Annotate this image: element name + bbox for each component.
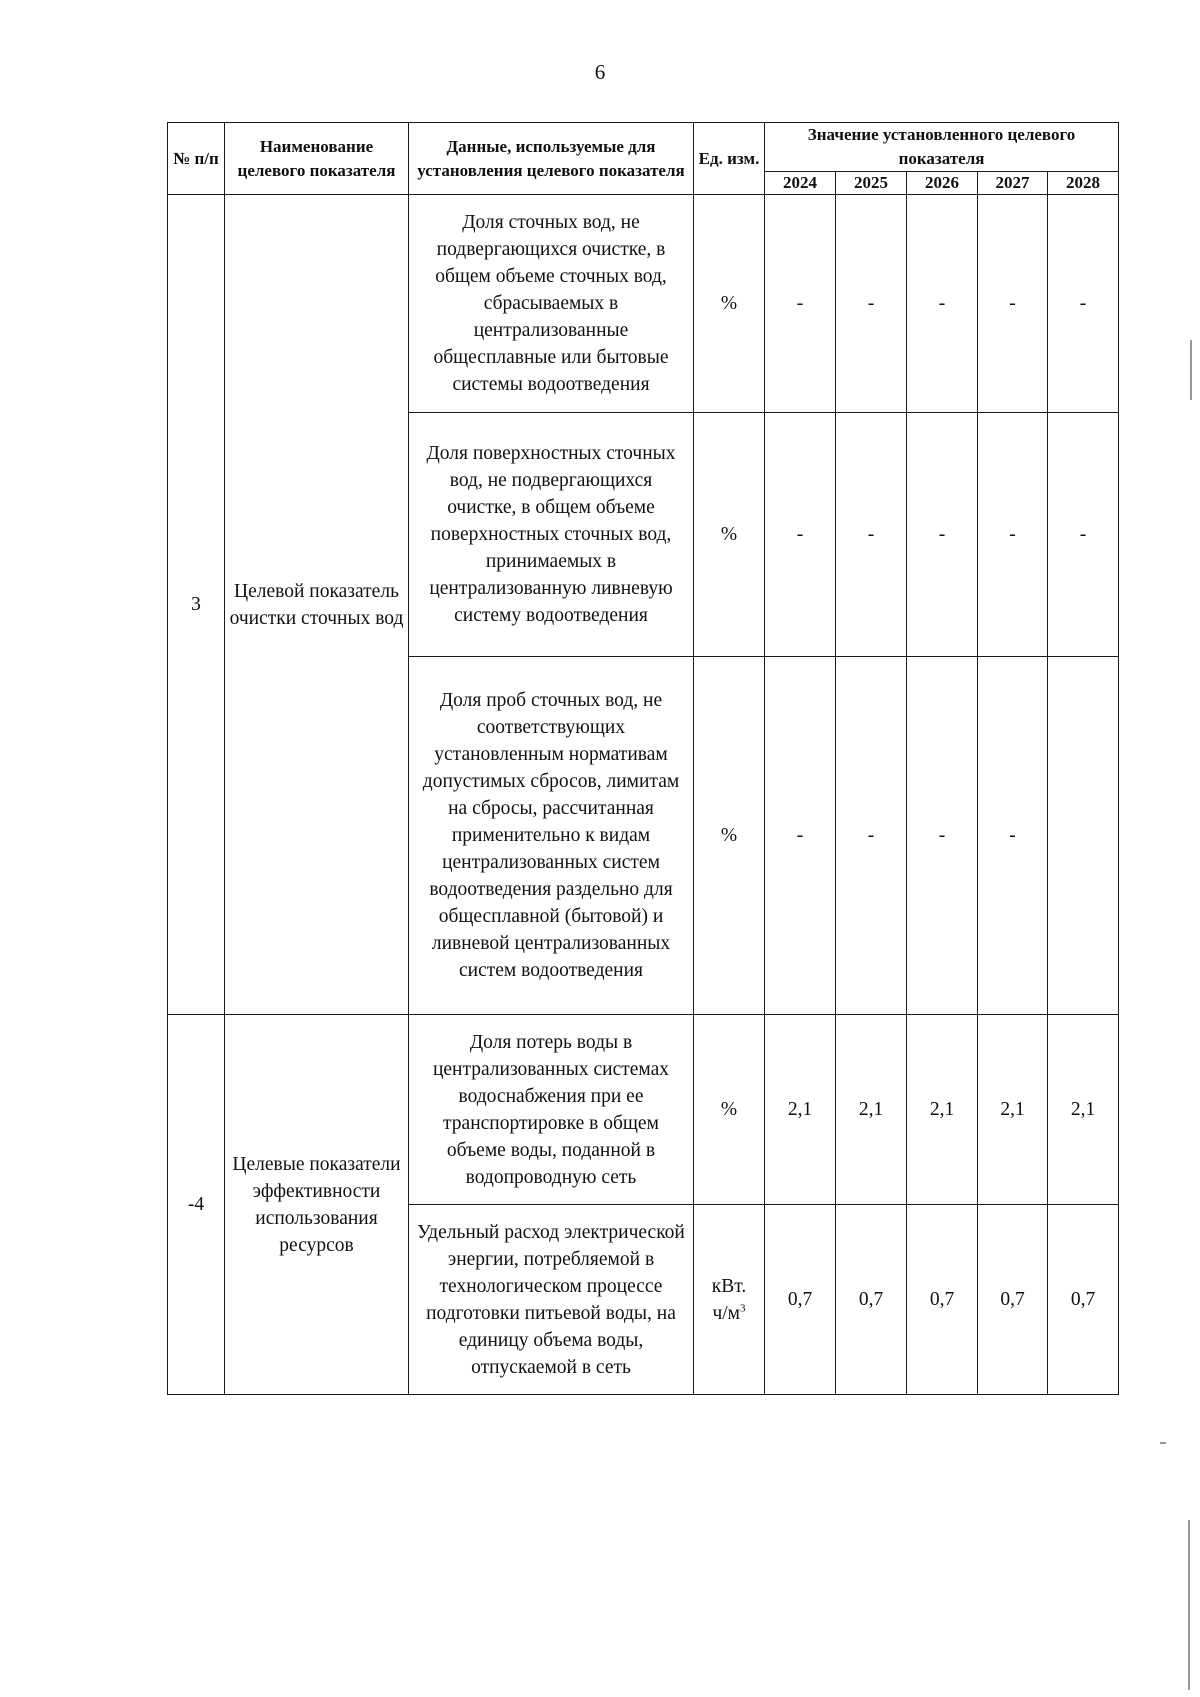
row-value: 0,7 [907,1205,978,1395]
row-value: 2,1 [836,1015,907,1205]
row-value: 0,7 [765,1205,836,1395]
row-value: 2,1 [907,1015,978,1205]
row-value: - [765,657,836,1015]
row-value: 0,7 [1048,1205,1119,1395]
row-value: - [1048,195,1119,413]
row-value: - [765,195,836,413]
row-value: - [765,413,836,657]
table-row [168,195,1119,413]
row-unit: % [694,1015,765,1205]
row-value: - [978,413,1048,657]
scan-edge-mark [1188,1520,1190,1690]
indicators-table [167,122,1119,1395]
row-value: 2,1 [1048,1015,1119,1205]
row-value: - [907,195,978,413]
header-year: 2025 [836,172,907,195]
row-value: 0,7 [978,1205,1048,1395]
group-num: -4 [168,1015,225,1395]
group-name: Целевой показатель очистки сточных вод [225,195,409,1015]
row-value: 2,1 [765,1015,836,1205]
group-num: 3 [168,195,225,1015]
group-name: Целевые показатели эффективности использования ресурсов [225,1015,409,1395]
row-value: 2,1 [978,1015,1048,1205]
header-year: 2026 [907,172,978,195]
row-description: Доля проб сточных вод, не соответствующих установленным нормативам допустимых сбросов, лимитам на сбросы, рассчитанная применительно к видам централизованных систем водоотведения раздельно для общесплавной (бытовой) и ливневой централизованных систем водоотведения [409,657,694,1015]
row-value: - [1048,413,1119,657]
header-name: Наименование целевого показателя [225,123,409,195]
row-unit: % [694,657,765,1015]
scan-speck [1160,1442,1166,1444]
row-unit: % [694,413,765,657]
row-value: - [836,195,907,413]
row-value: - [978,657,1048,1015]
header-value-group: Значение установленного целевого показателя [765,123,1119,172]
row-value [1048,657,1119,1015]
page-number: 6 [594,60,606,84]
header-data: Данные, используемые для установления целевого показателя [409,123,694,195]
header-num: № п/п [168,123,225,195]
row-value: - [907,413,978,657]
header-year: 2028 [1048,172,1119,195]
header-year: 2024 [765,172,836,195]
header-row [168,123,1119,172]
row-unit: % [694,195,765,413]
scan-edge-mark [1190,340,1192,400]
unit-main: кВт. [711,1275,747,1297]
row-value: - [907,657,978,1015]
table-row [168,1015,1119,1205]
row-value: - [836,413,907,657]
unit-exponent: 3 [740,1302,746,1314]
row-description: Доля сточных вод, не подвергающихся очистке, в общем объеме сточных вод, сбрасываемых в централизованные общесплавные или бытовые системы водоотведения [409,195,694,413]
row-value: 0,7 [836,1205,907,1395]
header-unit: Ед. изм. [694,123,765,195]
row-value: - [836,657,907,1015]
header-year: 2027 [978,172,1048,195]
unit-sub: ч/м [712,1302,741,1324]
row-value: - [978,195,1048,413]
row-description: Доля поверхностных сточных вод, не подвергающихся очистке, в общем объеме поверхностных сточных вод, принимаемых в централизованную ливневую систему водоотведения [409,413,694,657]
row-description: Доля потерь воды в централизованных системах водоснабжения при ее транспортировке в общем объеме воды, поданной в водопроводную сеть [409,1015,694,1205]
row-description: Удельный расход электрической энергии, потребляемой в технологическом процессе подготовки питьевой воды, на единицу объема воды, отпускаемой в сеть [409,1205,694,1395]
row-unit [694,1205,765,1395]
